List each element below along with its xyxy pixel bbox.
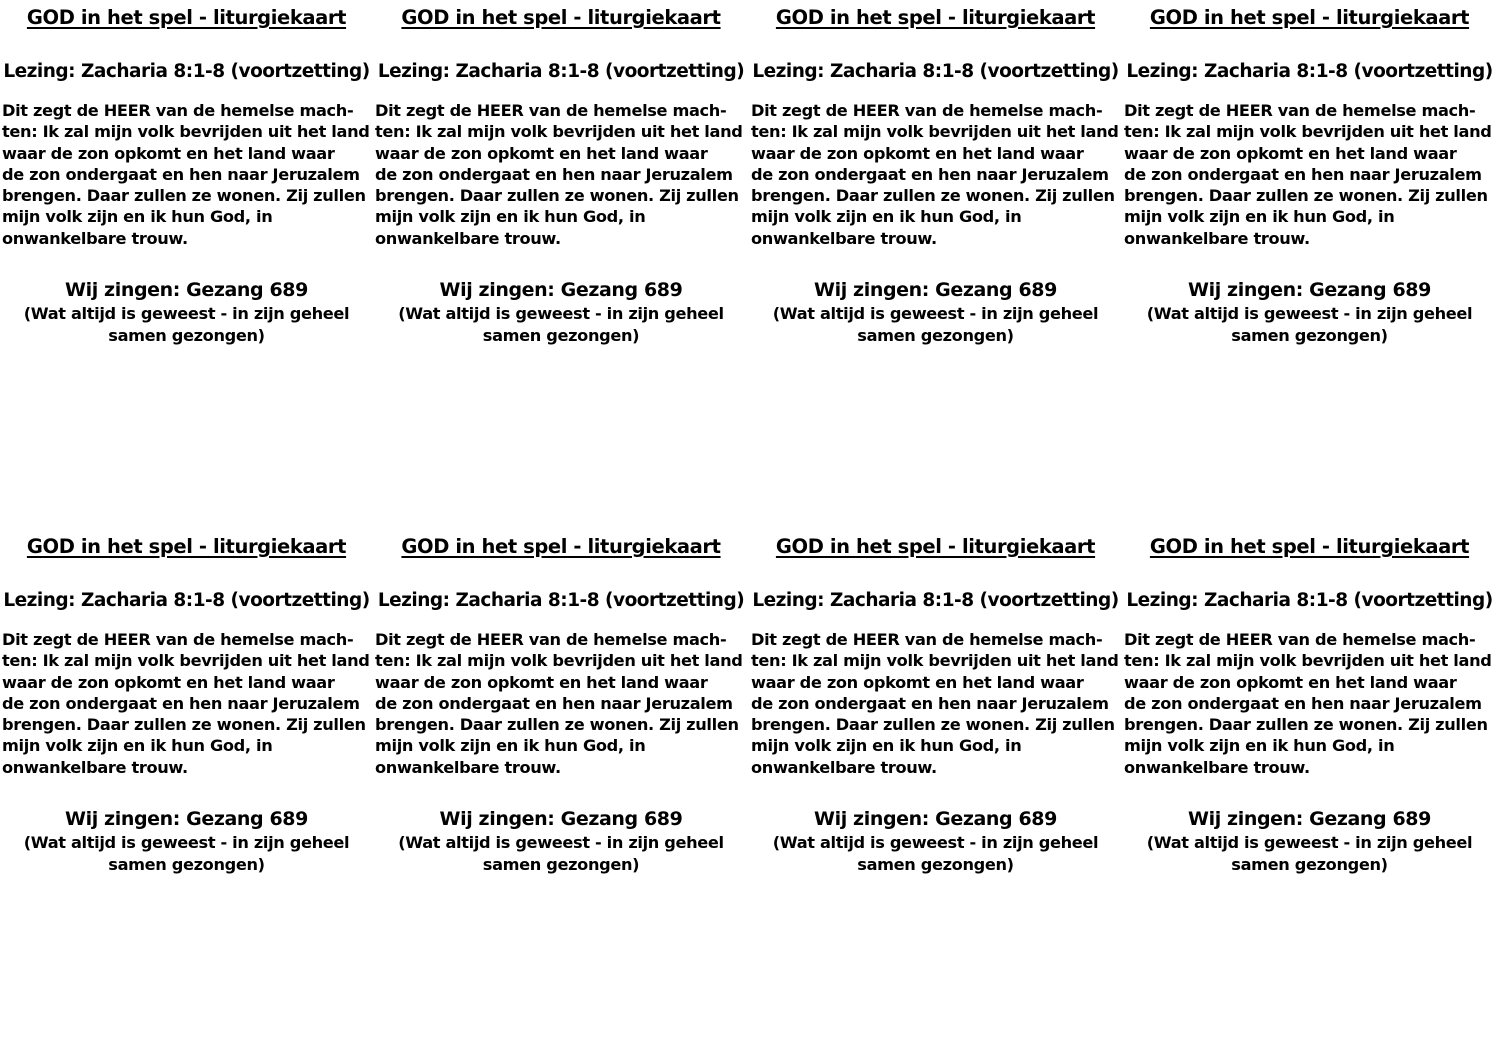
liturgy-card [0,529,373,1058]
reading-line: Dit zegt de HEER van de hemelse mach- [1124,630,1476,649]
reading-line: waar de zon opkomt en het land waar [2,143,335,163]
reading-line: brengen. Daar zullen ze wonen. Zij zullen [2,715,366,735]
song-note-line: (Wat altijd is geweest - in zijn geheel [772,304,1099,323]
liturgy-card [373,0,749,529]
reading-line: de zon ondergaat en hen naar Jeruzalem [751,693,1109,713]
reading-line: ten: Ik zal mijn volk bevrijden uit het land [375,651,743,671]
song-note [373,832,749,875]
reading-line: ten: Ik zal mijn volk bevrijden uit het land [2,122,370,142]
reading-line: onwankelbare trouw. [751,228,937,248]
reading-line: ten: Ik zal mijn volk bevrijden uit het land [751,122,1119,142]
song-heading: Wij zingen: Gezang 689 [1188,279,1431,301]
song-note-line: (Wat altijd is geweest - in zijn geheel [23,304,350,323]
song-heading: Wij zingen: Gezang 689 [439,808,683,830]
card-title: GOD in het spel - liturgiekaart [1149,535,1470,558]
song-note-line: samen gezongen) [108,325,265,345]
reading-line: de zon ondergaat en hen naar Jeruzalem [2,164,360,184]
card-title: GOD in het spel - liturgiekaart [401,6,721,29]
reading-text [751,629,1118,778]
reading-line: waar de zon opkomt en het land waar [2,672,335,692]
reading-line: Dit zegt de HEER van de hemelse mach- [375,101,727,120]
song-note-line: (Wat altijd is geweest - in zijn geheel [23,833,350,852]
reading-line: onwankelbare trouw. [375,228,561,248]
liturgy-card [1122,0,1497,529]
card-title: GOD in het spel - liturgiekaart [775,6,1096,29]
reading-line: Dit zegt de HEER van de hemelse mach- [2,101,354,120]
reading-line: de zon ondergaat en hen naar Jeruzalem [1124,693,1482,713]
reading-heading: Lezing: Zacharia 8:1-8 (voortzetting) [3,590,370,611]
song-note-line: samen gezongen) [1231,325,1388,345]
reading-line: ten: Ik zal mijn volk bevrijden uit het land [751,651,1119,671]
reading-line: mijn volk zijn en ik hun God, in [751,207,1022,227]
card-title: GOD in het spel - liturgiekaart [401,535,721,558]
card-title: GOD in het spel - liturgiekaart [26,535,347,558]
song-note-line: (Wat altijd is geweest - in zijn geheel [1146,304,1473,323]
reading-line: ten: Ik zal mijn volk bevrijden uit het land [1124,122,1492,142]
reading-line: onwankelbare trouw. [751,757,937,777]
song-note-line: samen gezongen) [482,325,640,345]
song-note [1122,832,1497,875]
reading-line: brengen. Daar zullen ze wonen. Zij zullen [375,186,739,206]
card-title: GOD in het spel - liturgiekaart [775,535,1096,558]
reading-line: Dit zegt de HEER van de hemelse mach- [2,630,354,649]
reading-line: mijn volk zijn en ik hun God, in [2,207,273,227]
reading-line: onwankelbare trouw. [1124,757,1310,777]
song-note [1122,303,1497,346]
reading-heading: Lezing: Zacharia 8:1-8 (voortzetting) [1126,61,1493,82]
song-note [373,303,749,346]
liturgy-card [1122,529,1497,1058]
song-heading: Wij zingen: Gezang 689 [439,279,683,301]
reading-line: mijn volk zijn en ik hun God, in [1124,207,1395,227]
reading-line: Dit zegt de HEER van de hemelse mach- [1124,101,1476,120]
reading-text [751,100,1118,249]
reading-line: Dit zegt de HEER van de hemelse mach- [751,630,1103,649]
reading-line: brengen. Daar zullen ze wonen. Zij zullen [751,715,1115,735]
reading-heading: Lezing: Zacharia 8:1-8 (voortzetting) [377,61,745,82]
song-heading: Wij zingen: Gezang 689 [65,808,308,830]
reading-line: ten: Ik zal mijn volk bevrijden uit het land [1124,651,1492,671]
song-note-line: (Wat altijd is geweest - in zijn geheel [398,304,724,323]
reading-line: mijn volk zijn en ik hun God, in [375,736,646,756]
reading-line: Dit zegt de HEER van de hemelse mach- [751,101,1103,120]
reading-line: de zon ondergaat en hen naar Jeruzalem [751,164,1109,184]
reading-line: onwankelbare trouw. [1124,228,1310,248]
song-note-line: samen gezongen) [108,854,265,874]
song-note-line: (Wat altijd is geweest - in zijn geheel [1146,833,1473,852]
reading-line: onwankelbare trouw. [2,757,188,777]
reading-line: de zon ondergaat en hen naar Jeruzalem [375,164,733,184]
reading-line: brengen. Daar zullen ze wonen. Zij zullen [1124,715,1488,735]
liturgy-card [373,529,749,1058]
reading-line: onwankelbare trouw. [375,757,561,777]
reading-line: de zon ondergaat en hen naar Jeruzalem [2,693,360,713]
reading-line: brengen. Daar zullen ze wonen. Zij zullen [1124,186,1488,206]
song-heading: Wij zingen: Gezang 689 [1188,808,1431,830]
song-note-line: samen gezongen) [857,854,1014,874]
reading-line: waar de zon opkomt en het land waar [375,672,708,692]
reading-text [2,629,369,778]
reading-text [2,100,369,249]
song-note [0,832,373,875]
song-heading: Wij zingen: Gezang 689 [814,279,1057,301]
liturgy-card [749,529,1122,1058]
card-title: GOD in het spel - liturgiekaart [26,6,347,29]
song-note-line: (Wat altijd is geweest - in zijn geheel [398,833,724,852]
reading-line: waar de zon opkomt en het land waar [1124,672,1457,692]
reading-line: waar de zon opkomt en het land waar [1124,143,1457,163]
reading-line: waar de zon opkomt en het land waar [751,672,1084,692]
song-note-line: samen gezongen) [1231,854,1388,874]
reading-heading: Lezing: Zacharia 8:1-8 (voortzetting) [3,61,370,82]
song-note-line: (Wat altijd is geweest - in zijn geheel [772,833,1099,852]
reading-heading: Lezing: Zacharia 8:1-8 (voortzetting) [1126,590,1493,611]
reading-line: brengen. Daar zullen ze wonen. Zij zullen [751,186,1115,206]
reading-line: ten: Ik zal mijn volk bevrijden uit het land [375,122,743,142]
song-note-line: samen gezongen) [857,325,1014,345]
reading-text [375,629,745,778]
reading-line: de zon ondergaat en hen naar Jeruzalem [375,693,733,713]
reading-line: waar de zon opkomt en het land waar [375,143,708,163]
reading-line: ten: Ik zal mijn volk bevrijden uit het land [2,651,370,671]
reading-line: mijn volk zijn en ik hun God, in [375,207,646,227]
reading-line: waar de zon opkomt en het land waar [751,143,1084,163]
reading-line: mijn volk zijn en ik hun God, in [751,736,1022,756]
song-note-line: samen gezongen) [482,854,640,874]
reading-line: mijn volk zijn en ik hun God, in [2,736,273,756]
song-note [0,303,373,346]
reading-line: Dit zegt de HEER van de hemelse mach- [375,630,727,649]
reading-heading: Lezing: Zacharia 8:1-8 (voortzetting) [752,61,1119,82]
reading-line: onwankelbare trouw. [2,228,188,248]
liturgy-card [749,0,1122,529]
song-heading: Wij zingen: Gezang 689 [65,279,308,301]
song-note [749,832,1122,875]
liturgy-card [0,0,373,529]
reading-heading: Lezing: Zacharia 8:1-8 (voortzetting) [377,590,745,611]
reading-text [1124,100,1493,249]
reading-heading: Lezing: Zacharia 8:1-8 (voortzetting) [752,590,1119,611]
reading-text [375,100,745,249]
reading-line: de zon ondergaat en hen naar Jeruzalem [1124,164,1482,184]
song-note [749,303,1122,346]
reading-line: mijn volk zijn en ik hun God, in [1124,736,1395,756]
song-heading: Wij zingen: Gezang 689 [814,808,1057,830]
reading-line: brengen. Daar zullen ze wonen. Zij zullen [375,715,739,735]
card-title: GOD in het spel - liturgiekaart [1149,6,1470,29]
reading-text [1124,629,1493,778]
reading-line: brengen. Daar zullen ze wonen. Zij zullen [2,186,366,206]
